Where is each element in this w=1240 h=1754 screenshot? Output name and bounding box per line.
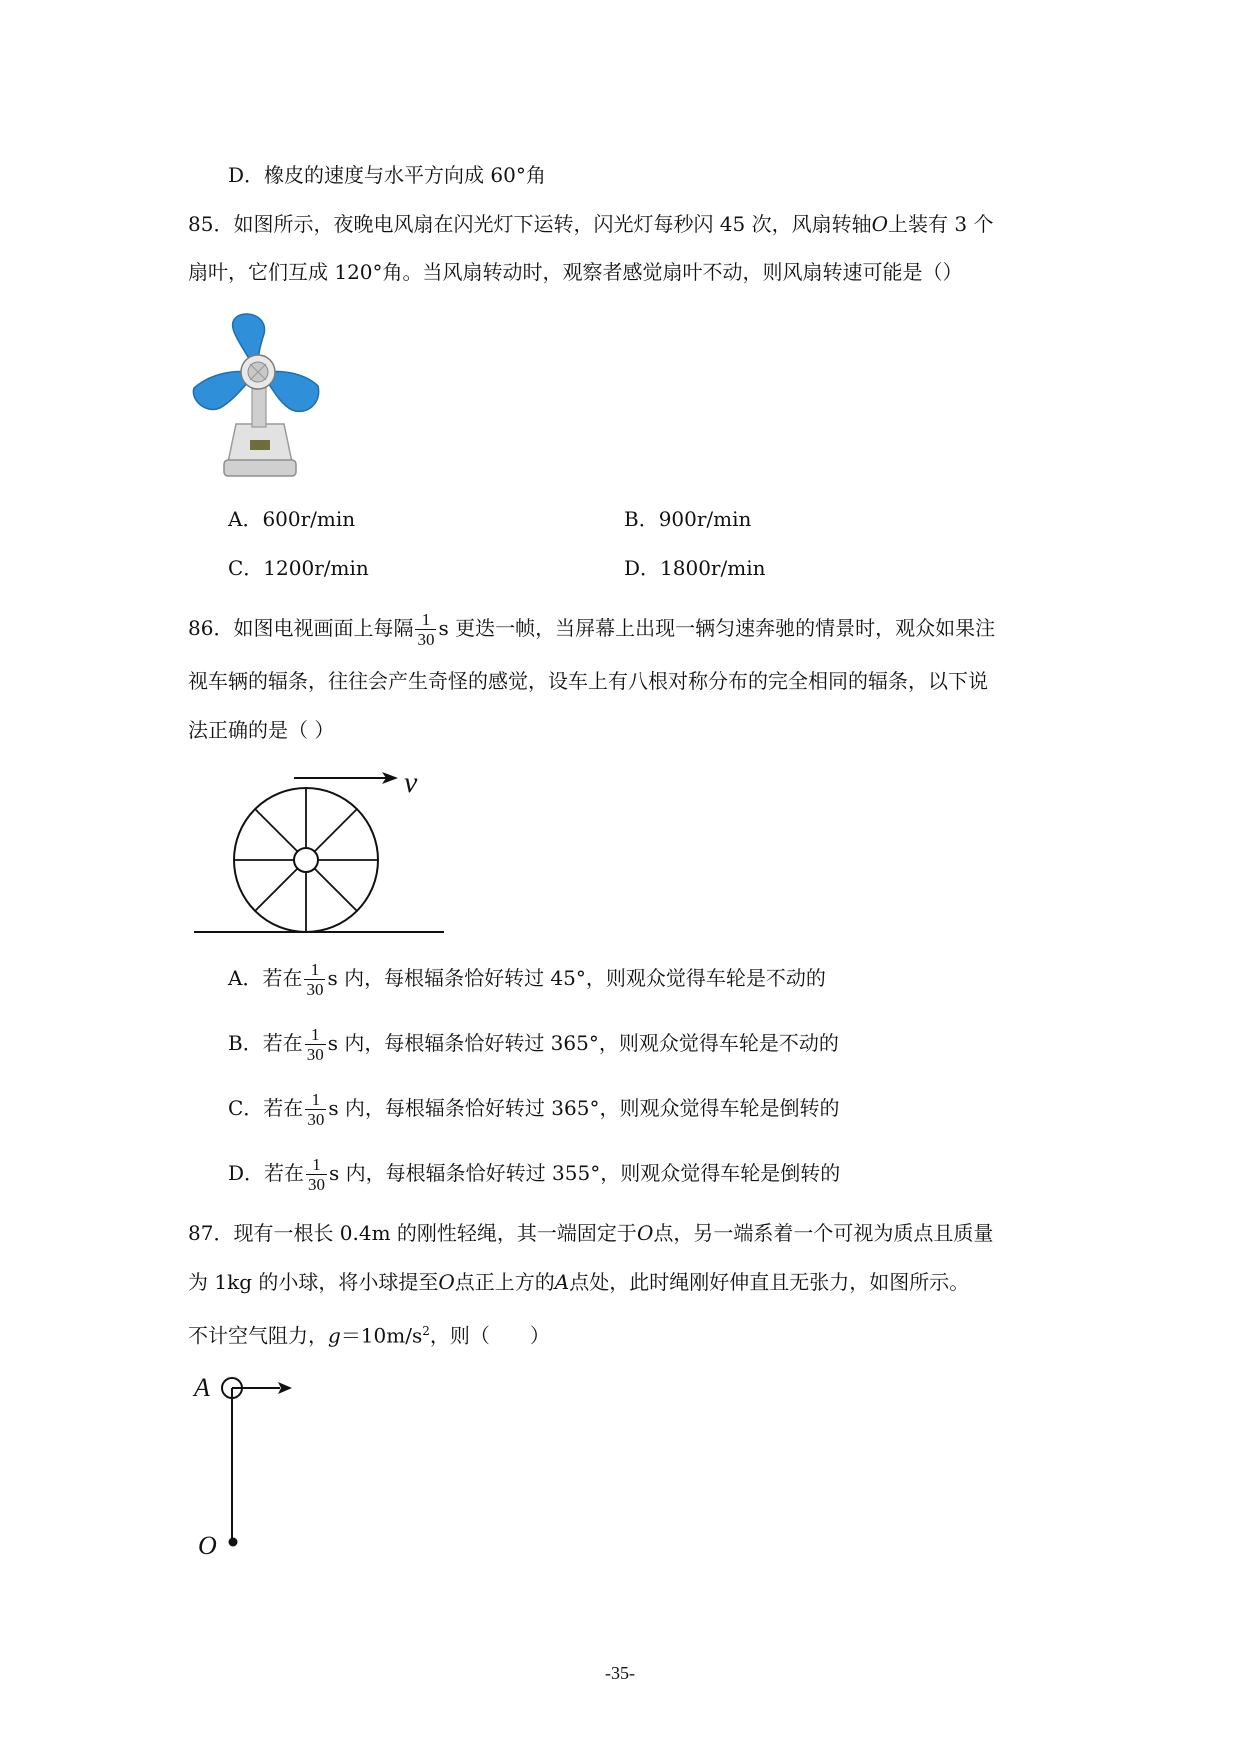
q86-line-1 [188, 608, 995, 649]
q85-line-2: 扇叶，它们互成 120°角。当风扇转动时，观察者感觉扇叶不动，则风扇转速可能是（） [188, 260, 963, 284]
pivot-o [229, 1538, 238, 1547]
q86-option-b-fraction: $\frac{1}{30}$ [306, 1025, 324, 1064]
pendulum-diagram [186, 1360, 306, 1560]
q85-option-c[interactable]: C．1200r/min [228, 556, 369, 580]
q86-option-d-fraction: $\frac{1}{30}$ [308, 1155, 326, 1194]
q87-line-2: 为 1kg 的小球，将小球提至O点正上方的A点处，此时绳刚好伸直且无张力，如图所示。 [188, 1270, 970, 1294]
wheel-diagram [190, 760, 460, 940]
fan-image [188, 312, 328, 482]
q86-option-a-fraction: $\frac{1}{30}$ [306, 960, 324, 999]
point-a-label: A [194, 1373, 210, 1402]
point-o-label: O [198, 1531, 217, 1560]
q85-option-a[interactable]: A．600r/min [228, 507, 356, 531]
q87-line-3: 不计空气阻力，$g=10m/s^2$，则（ ） [188, 1323, 550, 1348]
q86-option-c-fraction: $\frac{1}{30}$ [307, 1090, 325, 1129]
q85-symbol-o: O [871, 212, 889, 236]
q85-line-1 [188, 211, 993, 237]
q86-text-b: s 更迭一帧，当屏幕上出现一辆匀速奔驰的情景时，观众如果注 [438, 616, 996, 640]
q86-option-b[interactable]: B．若在 $\frac{1}{30}$ s 内，每根辐条恰好转过 365°，则观众觉得车轮是不动的 [228, 1025, 839, 1064]
q87-symbol-g: g [328, 1323, 341, 1348]
q86-line-2: 视车辆的辐条，往往会产生奇怪的感觉，设车上有八根对称分布的完全相同的辐条，以下说 [188, 669, 988, 693]
q85-text-a: 85．如图所示，夜晚电风扇在闪光灯下运转，闪光灯每秒闪 45 次，风扇转轴 [188, 212, 872, 236]
q86-option-d[interactable]: D．若在 $\frac{1}{30}$ s 内，每根辐条恰好转过 355°，则观众觉得车轮是倒转的 [228, 1155, 841, 1194]
prev-option-d: D．橡皮的速度与水平方向成 60°角 [228, 163, 546, 187]
velocity-label: v [404, 766, 418, 799]
q86-text-a: 86．如图电视画面上每隔 [188, 616, 414, 640]
q85-option-b[interactable]: B．900r/min [624, 507, 752, 531]
q86-fraction: $\frac{1}{30}$ [417, 610, 435, 649]
wheel-hub [294, 848, 318, 872]
q86-option-a[interactable]: A．若在 $\frac{1}{30}$ s 内，每根辐条恰好转过 45°，则观众觉得车轮是不动的 [228, 960, 826, 999]
q85-option-d[interactable]: D．1800r/min [624, 556, 766, 580]
q87-symbol-o: O [636, 1221, 654, 1245]
q86-option-c[interactable]: C．若在 $\frac{1}{30}$ s 内，每根辐条恰好转过 365°，则观众觉得车轮是倒转的 [228, 1090, 840, 1129]
wheel-spokes [234, 788, 378, 932]
q86-line-3: 法正确的是（ ） [188, 718, 335, 742]
q87-line-1: 87．现有一根长 0.4m 的刚性轻绳，其一端固定于O点，另一端系着一个可视为质点且质量 [188, 1221, 994, 1245]
q85-text-b: 上装有 3 个 [888, 212, 994, 236]
page-number: -35- [605, 1663, 635, 1683]
